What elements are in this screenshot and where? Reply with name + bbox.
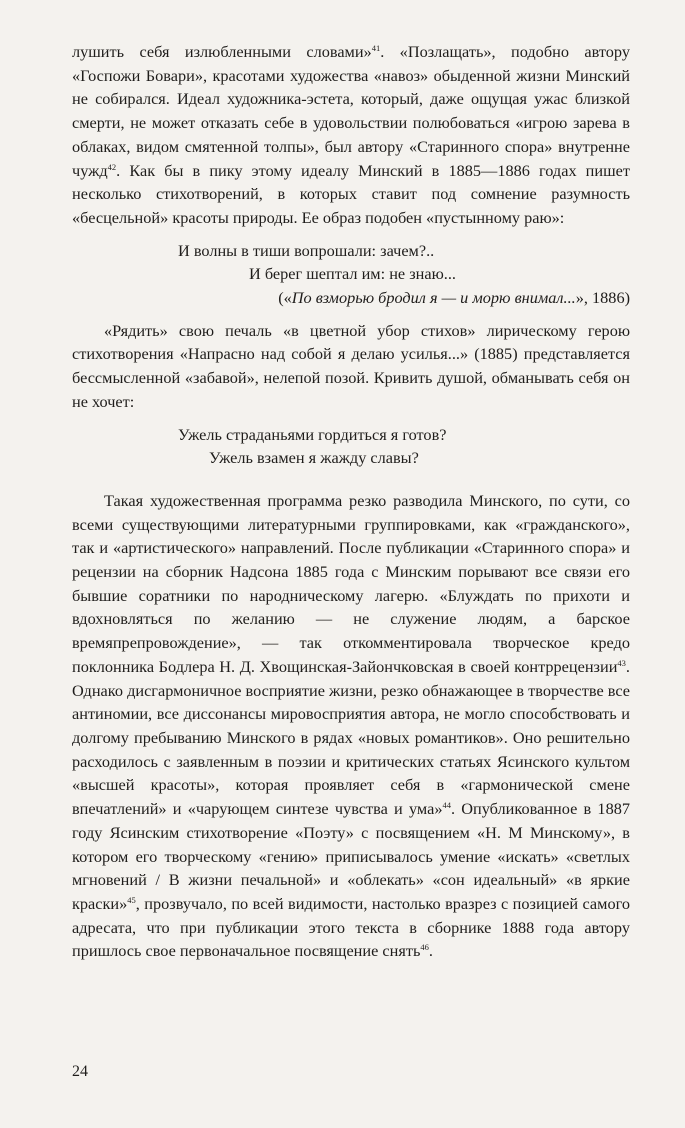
footnote-ref: 46: [420, 942, 429, 953]
paragraph: «Рядить» свою печаль «в цветной убор стихов» лирическому герою стихотворения «Напрасно над собой я делаю усилья...» (1885) представляется бессмысленной «забавой», нелепой позой. Кривить душой, обманывать себя он не хочет:: [72, 320, 630, 411]
paragraph-text: .: [428, 941, 433, 961]
verse-line: И волны в тиши вопрошали: зачем?..: [178, 240, 435, 260]
verse-line: И берег шептал им: не знаю...: [249, 264, 456, 284]
paragraph-text: . «Позлащать», подобно автору «Госпожи Бовари», красотами художества «навоз» обыденной жизни Минский не собирался. Идеал художника-эстета, который, даже ощущая ужас близкой смерти, не может отказать себе в удовольствии полюбоваться «игрою зарева в облаках, видом смятенной толпы», был автору «Старинного спора» внутренне чужд: [72, 42, 630, 180]
paragraph: [72, 489, 630, 963]
footnote-ref: 45: [127, 894, 136, 905]
verse-quote: [72, 239, 630, 310]
verse-quote: [72, 423, 630, 470]
footnote-ref: 44: [442, 800, 451, 811]
source-bracket: («: [278, 288, 292, 308]
footnote-ref: 41: [371, 43, 381, 53]
paragraph-text: , прозвучало, по всей видимости, настолько вразрез с позицией самого адресата, что при публикации этого текста в сборнике 1888 года автору пришлось свое первоначальное посвящение снять: [72, 893, 630, 961]
footnote-ref: 42: [107, 161, 117, 172]
paragraph-text: . Как бы в пику этому идеалу Минский в 1885—1886 годах пишет несколько стихотворений, в которых ставит под сомнение разумность «бесцельной» красоты природы. Ее образ подобен «пустынному раю»:: [72, 160, 630, 227]
verse-line: Ужель страданьями гордиться я готов?: [178, 424, 447, 444]
verse-source: [72, 286, 630, 310]
footnote-ref: 43: [617, 657, 626, 668]
paragraph-text: . Опубликованное в 1887 году Ясинским стихотворение «Поэту» с посвящением «Н. М Минскому», в котором его творческому «гению» приписывалось умение «искать» «светлых мгновений / В жизни печальной» и «облекать» «сон идеальный» «в яркие краски»: [72, 799, 630, 913]
paragraph-text: лушить себя излюбленными словами»: [72, 42, 372, 61]
paragraph-text: Такая художественная программа резко разводила Минского, по сути, со всеми существующими литературными группировками, как «гражданского», так и «артистического» направлений. После публикации «Старинного спора» и рецензии на сборник Надсона 1885 года с Минским порывают все связи его бывшие соратники по народническому лагерю. «Блуждать по прихоти и вдохновляться по желанию — не служение людям, а барское времяпрепровождение», — так откомментировала творческое кредо поклонника Бодлера Н. Д. Хвощинская-Зайончковская в своей контррецензии: [72, 490, 630, 676]
verse-line: Ужель взамен я жажду славы?: [209, 448, 419, 468]
paragraph: [72, 40, 630, 230]
paragraph-text: . Однако дисгармоничное восприятие жизни, резко обнажающее в творчестве все антиномии, все диссонансы мировосприятия автора, не могло способствовать и долгому пребыванию Минского в рядах «новых романтиков». Оно решительно расходилось с заявленным в поэзии и критических статьях Ясинского культом «высшей красоты», которая проявляет себя в «гармонической смене впечатлений» и «чарующем синтезе чувства и ума»: [72, 656, 630, 819]
page-number: 24: [72, 1063, 88, 1080]
source-title: По взморью бродил я — и морю внимал...: [291, 288, 576, 308]
source-date: », 1886): [575, 288, 630, 308]
body-text: [72, 40, 630, 963]
